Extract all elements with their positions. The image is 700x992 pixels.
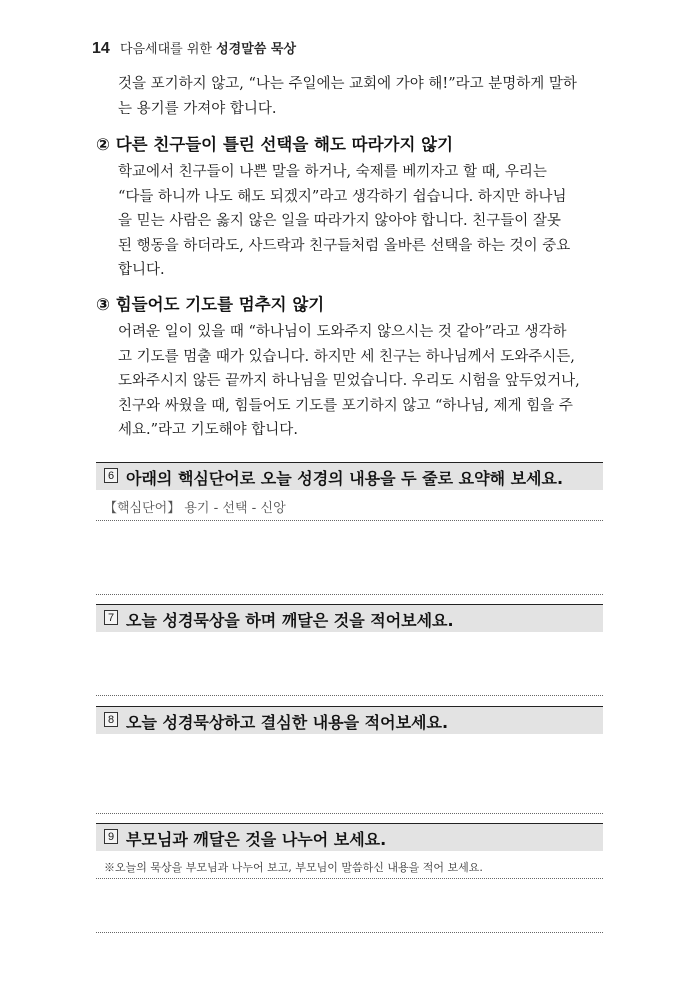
section-3-paragraph	[118, 320, 604, 443]
text-line: 합니다.	[118, 262, 165, 278]
question-7-text: 오늘 성경묵상을 하며 깨달은 것을 적어보세요.	[126, 611, 454, 630]
question-8-bar	[96, 706, 603, 734]
instruction-note: ※오늘의 묵상을 부모님과 나누어 보고, 부모님이 말씀하신 내용을 적어 보세요.	[104, 861, 483, 874]
page-header	[92, 38, 296, 58]
keyword-list: 【핵심단어】 용기 - 선택 - 신앙	[104, 501, 286, 516]
text-line: 학교에서 친구들이 나쁜 말을 하거나, 숙제를 베끼자고 할 때, 우리는	[118, 164, 547, 180]
text-line: 고 기도를 멈출 때가 있습니다. 하지만 세 친구는 하나님께서 도와주시든,	[118, 348, 575, 365]
text-line: 도와주시지 않든 끝까지 하나님을 믿었습니다. 우리도 시험을 앞두었거나,	[118, 373, 580, 389]
question-9-bar	[96, 823, 603, 851]
series-title: 다음세대를 위한	[119, 42, 212, 57]
text-line: 어려운 일이 있을 때 “하나님이 도와주지 않으시는 것 같아”라고 생각하	[118, 324, 567, 340]
question-7-bar	[96, 604, 603, 632]
intro-paragraph	[118, 72, 604, 121]
page-number: 14	[92, 40, 110, 57]
question-6-bar	[96, 462, 603, 490]
text-line: 을 믿는 사람은 옳지 않은 일을 따라가지 않아야 합니다. 친구들이 잘못	[118, 213, 561, 229]
answer-line[interactable]	[96, 813, 603, 814]
answer-line[interactable]	[96, 932, 603, 933]
answer-line[interactable]	[96, 520, 603, 521]
question-9-text: 부모님과 깨달은 것을 나누어 보세요.	[126, 830, 387, 849]
answer-line[interactable]	[96, 878, 603, 879]
book-title: 성경말씀 묵상	[216, 42, 296, 57]
text-line: 는 용기를 가져야 합니다.	[118, 100, 277, 117]
section-2-paragraph	[118, 160, 604, 283]
text-line: 된 행동을 하더라도, 사드락과 친구들처럼 올바른 선택을 하는 것이 중요	[118, 237, 571, 254]
question-6-text: 아래의 핵심단어로 오늘 성경의 내용을 두 줄로 요약해 보세요.	[126, 469, 564, 488]
question-number-box: 6	[104, 468, 118, 483]
text-line: 것을 포기하지 않고, “나는 주일에는 교회에 가야 해!”라고 분명하게 말하	[118, 76, 577, 92]
section-heading-3: ③ 힘들어도 기도를 멈추지 않기	[96, 295, 325, 314]
section-heading-2: ② 다른 친구들이 틀린 선택을 해도 따라가지 않기	[96, 135, 454, 154]
text-line: “다들 하니까 나도 해도 되겠지”라고 생각하기 쉽습니다. 하지만 하나님	[118, 188, 567, 205]
question-8-text: 오늘 성경묵상하고 결심한 내용을 적어보세요.	[126, 713, 449, 732]
text-line: 세요.”라고 기도해야 합니다.	[118, 422, 298, 438]
question-number-box: 8	[104, 712, 118, 727]
question-number-box: 9	[104, 829, 118, 844]
question-number-box: 7	[104, 610, 118, 625]
answer-line[interactable]	[96, 695, 603, 696]
answer-line[interactable]	[96, 594, 603, 595]
text-line: 친구와 싸웠을 때, 힘들어도 기도를 포기하지 않고 “하나님, 제게 힘을 주	[118, 397, 573, 414]
